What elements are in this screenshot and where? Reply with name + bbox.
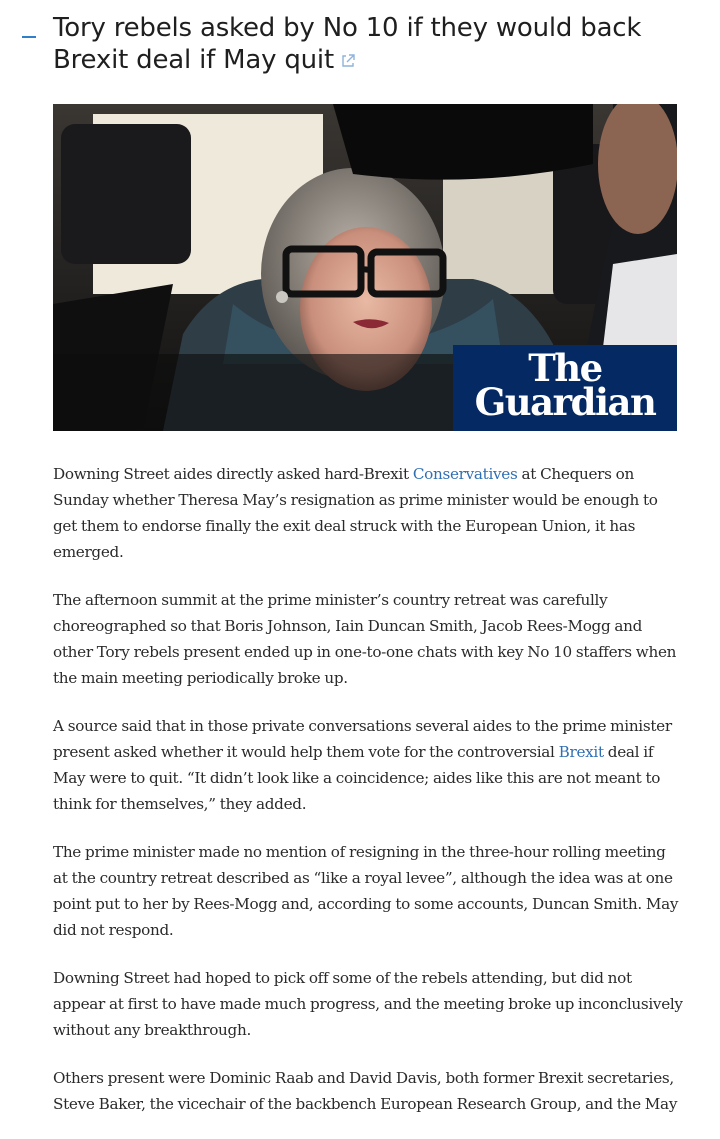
- paragraph-1: [53, 461, 683, 565]
- paragraph-5: Downing Street had hoped to pick off some of the rebels attending, but did not appear at first to have made much progress, and the meeting broke up inconclusively without any breakthrough.: [53, 969, 683, 1039]
- paragraph-6: Others present were Dominic Raab and David Davis, both former Brexit secretaries, Steve Baker, the vicechair of the backbench European Research Group, and the May: [53, 1069, 678, 1113]
- paragraph-3-text-b: deal if May were to quit. “It didn’t look like a coincidence; aides like this are not meant to think for themselves,” they added.: [53, 743, 661, 813]
- logo-line-1: The: [528, 346, 602, 390]
- collapse-icon[interactable]: [22, 36, 36, 38]
- logo-line-2: Guardian: [474, 380, 656, 424]
- external-link-icon[interactable]: [340, 53, 356, 69]
- guardian-logo: [453, 345, 677, 431]
- article-photo[interactable]: [53, 104, 677, 431]
- paragraph-2: The afternoon summit at the prime minister’s country retreat was carefully choreographed so that Boris Johnson, Iain Duncan Smith, Jacob Rees-Mogg and other Tory rebels present ended up in one-to-one chats with key No 10 staffers when the main meeting periodically broke up.: [53, 591, 677, 687]
- paragraph-1-text-b: at Chequers on Sunday whether Theresa May’s resignation as prime minister would be enough to get them to endorse finally the exit deal struck with the European Union, it has emerged.: [53, 465, 658, 561]
- paragraph-1-text-a: Downing Street aides directly asked hard-Brexit: [53, 465, 413, 483]
- paragraph-4: The prime minister made no mention of resigning in the three-hour rolling meeting at the country retreat described as “like a royal levee”, although the idea was at one point put to her by Rees-Mogg and, according to some accounts, Duncan Smith. May did not respond.: [53, 843, 679, 939]
- paragraph-3-text-a: A source said that in those private conversations several aides to the prime minister present asked whether it would help them vote for the controversial: [53, 717, 672, 761]
- paragraph-3: [53, 713, 683, 817]
- link-brexit[interactable]: Brexit: [558, 743, 604, 761]
- article-headline[interactable]: [53, 12, 693, 76]
- article-body: [53, 461, 683, 1139]
- link-conservatives[interactable]: Conservatives: [412, 465, 518, 483]
- headline-text[interactable]: Tory rebels asked by No 10 if they would back Brexit deal if May quit: [53, 13, 642, 75]
